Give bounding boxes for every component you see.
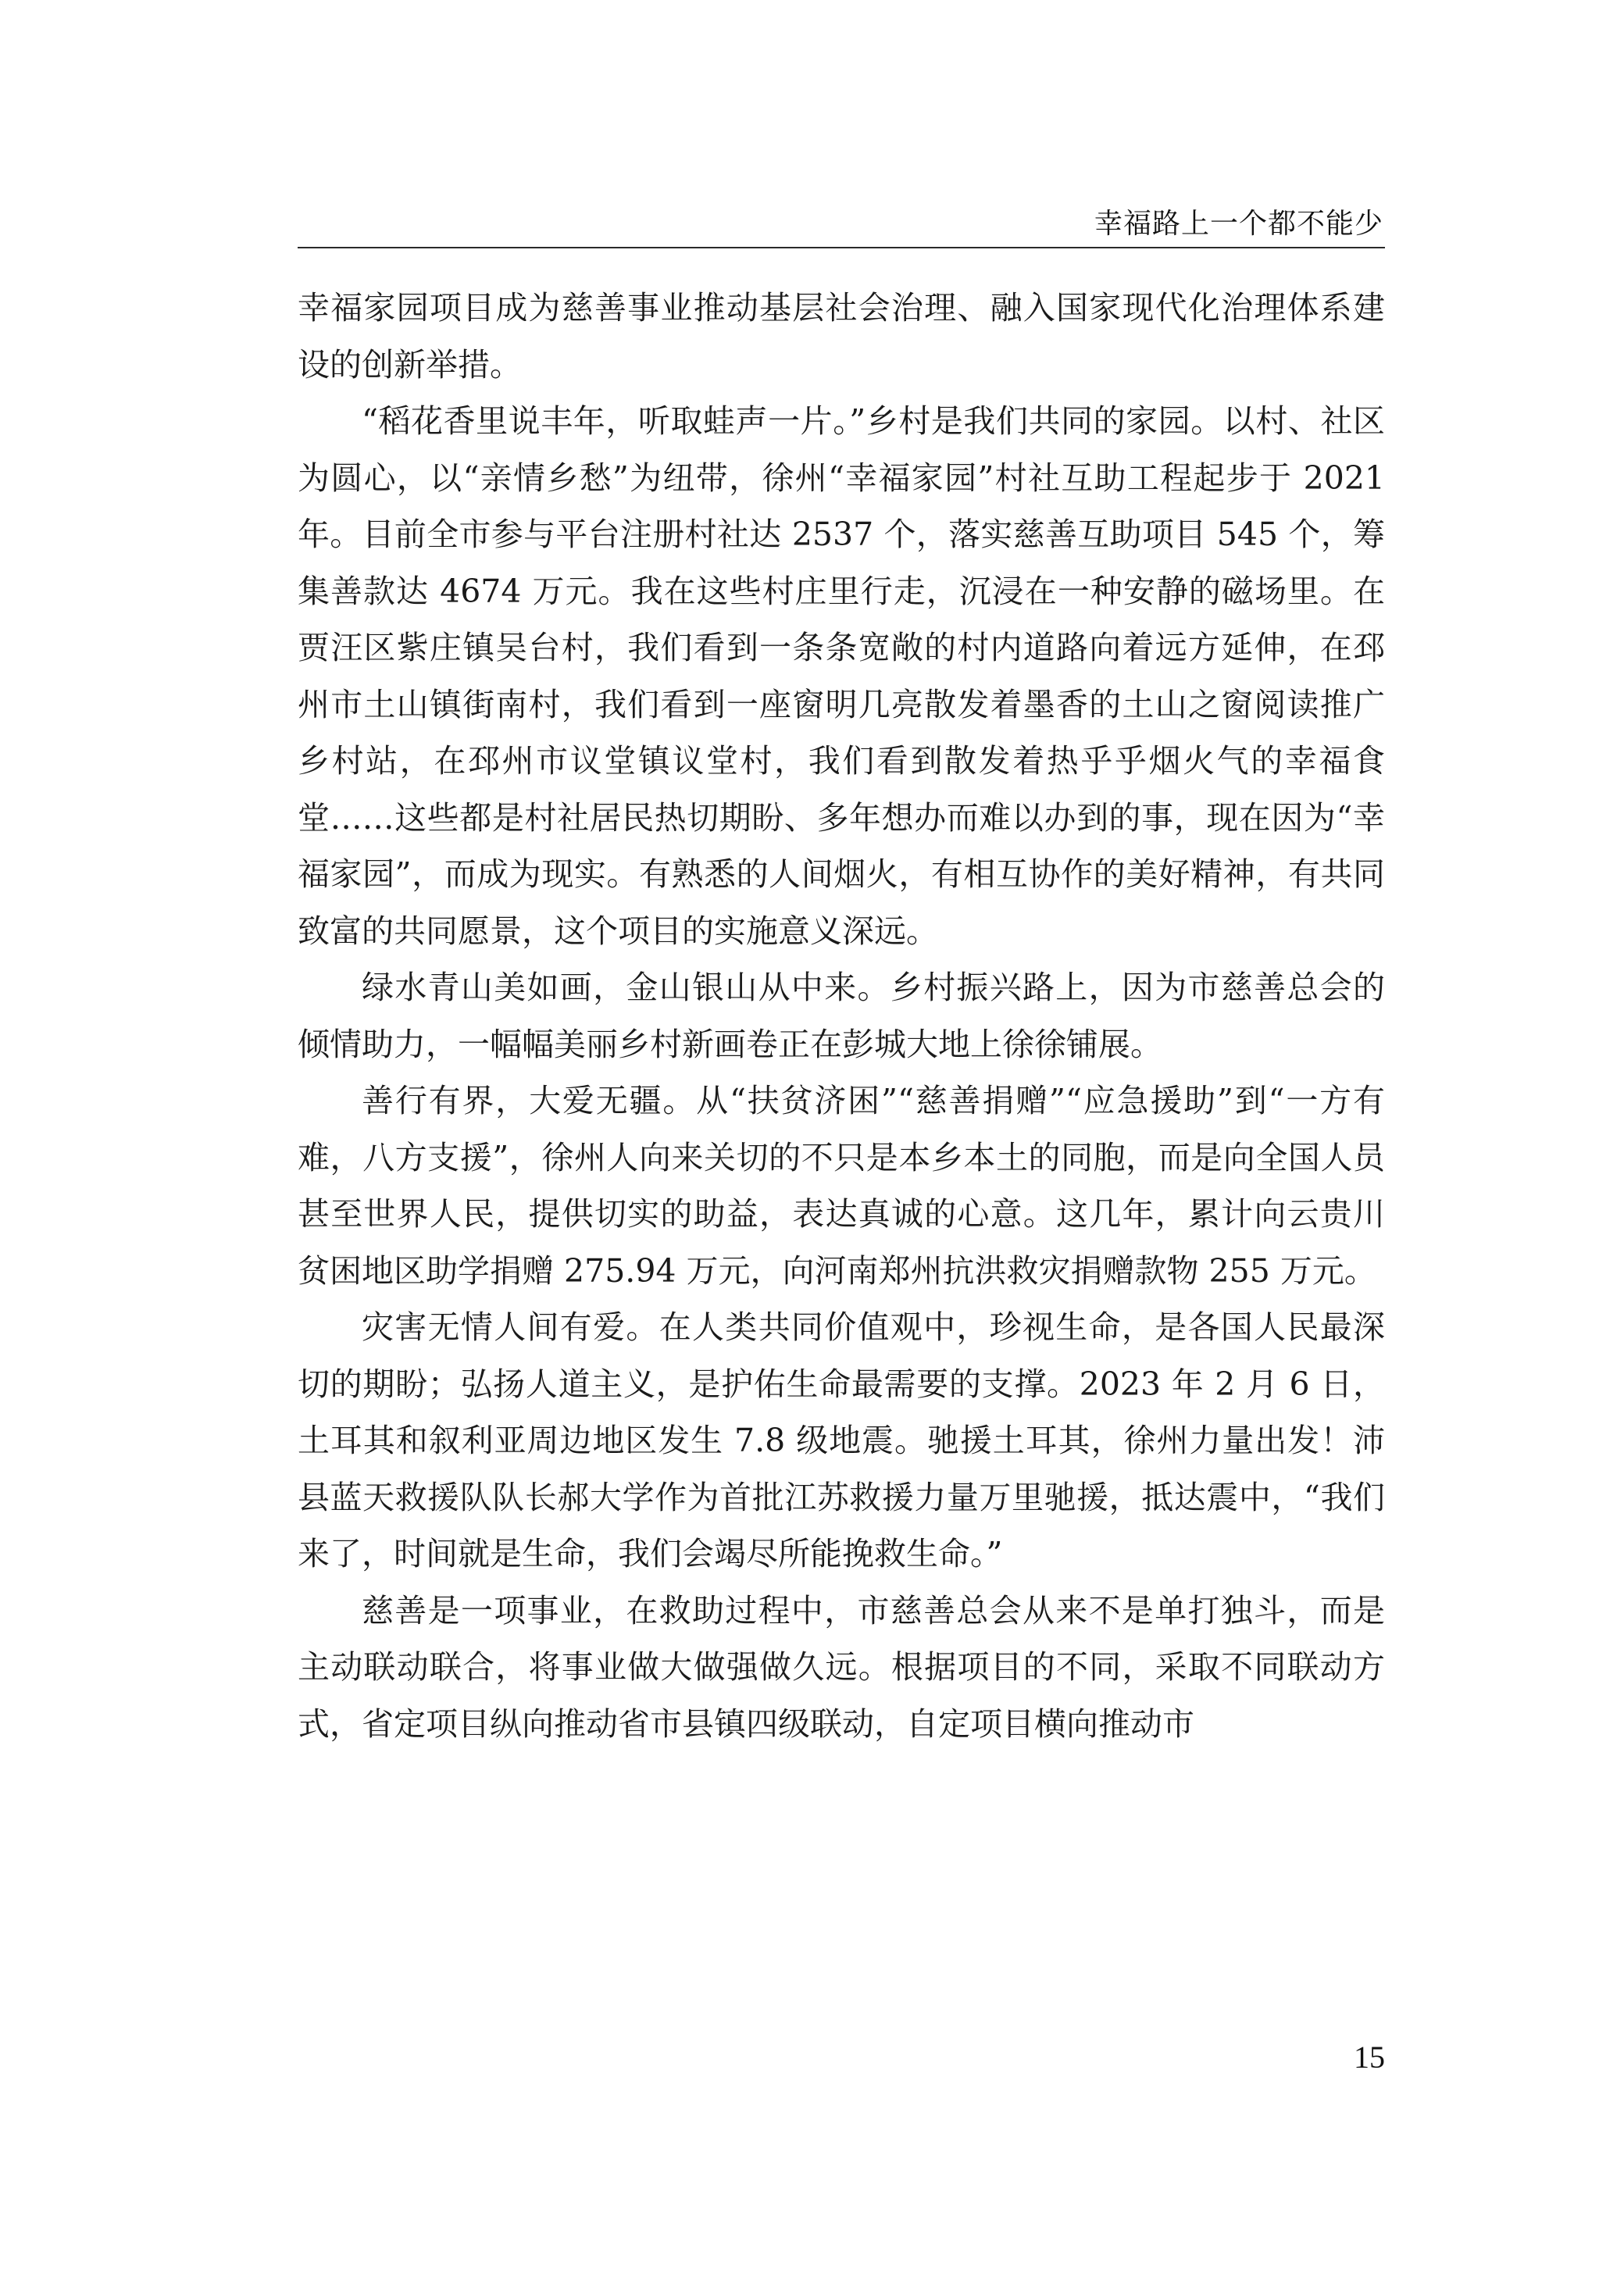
paragraph: 灾害无情人间有爱。在人类共同价值观中，珍视生命，是各国人民最深切的期盼；弘扬人道主义，是护佑生命最需要的支撑。2023 年 2 月 6 日，土耳其和叙利亚周边地区发生 7.8 级地震。驰援土耳其，徐州力量出发！沛县蓝天救援队队长郝大学作为首批江苏救援力量万里驰援，抵达震中，“我们来了，时间就是生命，我们会竭尽所能挽救生命。”: [298, 1308, 1385, 1572]
page-number: 15: [1354, 2040, 1385, 2075]
paragraph: “稻花香里说丰年，听取蛙声一片。”乡村是我们共同的家园。以村、社区为圆心，以“亲情乡愁”为纽带，徐州“幸福家园”村社互助工程起步于 2021 年。目前全市参与平台注册村社达 2537 个，落实慈善互助项目 545 个，筹集善款达 4674 万元。我在这些村庄里行走，沉浸在一种安静的磁场里。在贾汪区紫庄镇吴台村，我们看到一条条宽敞的村内道路向着远方延伸，在邳州市土山镇街南村，我们看到一座窗明几亮散发着墨香的土山之窗阅读推广乡村站，在邳州市议堂镇议堂村，我们看到散发着热乎乎烟火气的幸福食堂……这些都是村社居民热切期盼、多年想办而难以办到的事，现在因为“幸福家园”，而成为现实。有熟悉的人间烟火，有相互协作的美好精神，有共同致富的共同愿景，这个项目的实施意义深远。: [298, 402, 1385, 950]
paragraph-continued: 幸福家园项目成为慈善事业推动基层社会治理、融入国家现代化治理体系建设的创新举措。: [298, 289, 1385, 384]
body-text: [298, 280, 1385, 1752]
paragraph: 善行有界，大爱无疆。从“扶贫济困”“慈善捐赠”“应急援助”到“一方有难，八方支援”，徐州人向来关切的不只是本乡本土的同胞，而是向全国人员甚至世界人民，提供切实的助益，表达真诚的心意。这几年，累计向云贵川贫困地区助学捐赠 275.94 万元，向河南郑州抗洪救灾捐赠款物 255 万元。: [298, 1082, 1385, 1290]
running-header-title: 幸福路上一个都不能少: [1094, 208, 1383, 240]
paragraph: 慈善是一项事业，在救助过程中，市慈善总会从来不是单打独斗，而是主动联动联合，将事业做大做强做久远。根据项目的不同，采取不同联动方式，省定项目纵向推动省市县镇四级联动，自定项目横向推动市: [298, 1591, 1385, 1743]
running-header: [298, 195, 1385, 248]
paragraph: 绿水青山美如画，金山银山从中来。乡村振兴路上，因为市慈善总会的倾情助力，一幅幅美丽乡村新画卷正在彭城大地上徐徐铺展。: [298, 969, 1385, 1063]
